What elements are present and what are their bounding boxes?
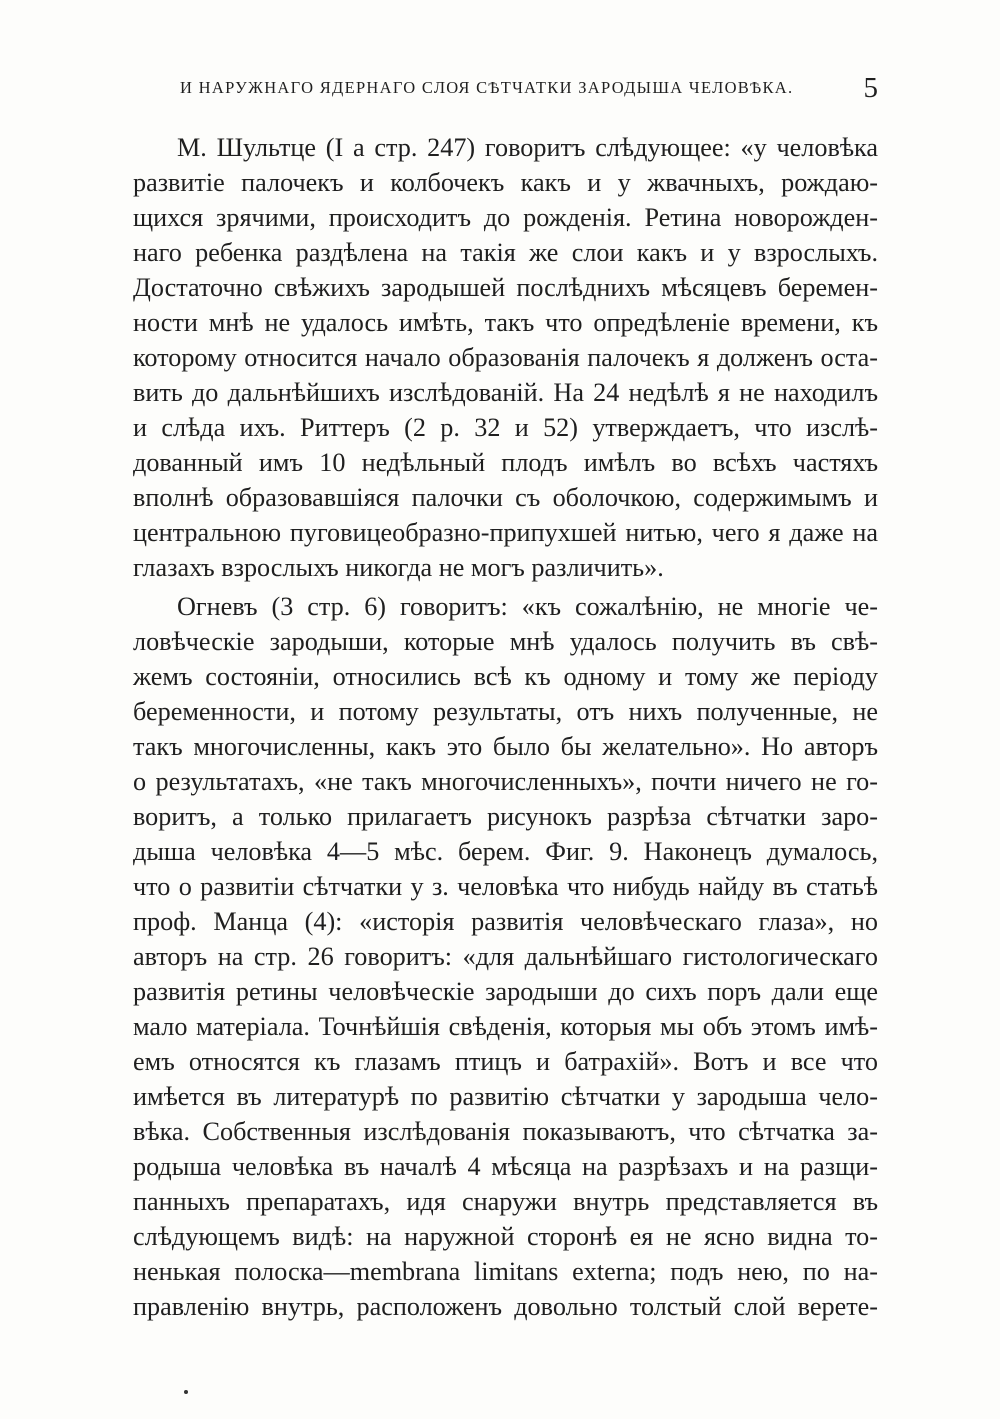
text-line: беременности, и потому результаты, отъ нихъ полученные, не xyxy=(133,697,878,726)
text-line: ности мнѣ не удалось имѣть, такъ что опредѣленіе времени, къ xyxy=(133,308,878,337)
page-number: 5 xyxy=(863,72,878,104)
text-line: дованный имъ 10 недѣльный плодъ имѣлъ во всѣхъ частяхъ xyxy=(133,448,878,477)
ink-speck xyxy=(184,1390,188,1394)
text-line: родыша человѣка въ началѣ 4 мѣсяца на разрѣзахъ и на разщи- xyxy=(133,1152,878,1181)
text-line: правленію внутрь, расположенъ довольно толстый слой верете- xyxy=(133,1292,878,1321)
text-line: имѣется въ литературѣ по развитію сѣтчатки у зародыша чело- xyxy=(133,1082,878,1111)
text-line: проф. Манца (4): «исторія развитія человѣческаго глаза», но xyxy=(133,907,878,936)
text-line: мало матеріала. Точнѣйшія свѣденія, которыя мы объ этомъ имѣ- xyxy=(133,1012,878,1041)
text-line: воритъ, а только прилагаетъ рисунокъ разрѣза сѣтчатки заро- xyxy=(133,802,878,831)
text-line: ловѣческіе зародыши, которые мнѣ удалось получить въ свѣ- xyxy=(133,627,878,656)
text-line: о результатахъ, «не такъ многочисленныхъ», почти ничего не го- xyxy=(133,767,878,796)
text-line: и слѣда ихъ. Риттеръ (2 р. 32 и 52) утверждаетъ, что изслѣ- xyxy=(133,413,878,442)
text-line: глазахъ взрослыхъ никогда не могъ различить». xyxy=(133,553,664,582)
text-line: центральною пуговицеобразно-припухшей нитью, чего я даже на xyxy=(133,518,878,547)
text-line: дыша человѣка 4—5 мѣс. берем. Фиг. 9. Наконецъ думалось, xyxy=(133,837,878,866)
text-line: М. Шультце (I a стр. 247) говоритъ слѣдующее: «у человѣка xyxy=(177,133,878,162)
text-line: вить до дальнѣйшихъ изслѣдованій. На 24 недѣлѣ я не находилъ xyxy=(133,378,878,407)
text-line: емъ относятся къ глазамъ птицъ и батрахій». Вотъ и все что xyxy=(133,1047,878,1076)
text-line: вѣка. Собственныя изслѣдованія показываютъ, что сѣтчатка за- xyxy=(133,1117,878,1146)
text-line: панныхъ препаратахъ, идя снаружи внутрь представляется въ xyxy=(133,1187,878,1216)
text-line: развитіе палочекъ и колбочекъ какъ и у жвачныхъ, рождаю- xyxy=(133,168,878,197)
text-line: ненькая полоска—membrana limitans externa; подъ нею, по на- xyxy=(133,1257,878,1286)
text-line: Достаточно свѣжихъ зародышей послѣднихъ мѣсяцевъ беремен- xyxy=(133,273,878,302)
text-line: щихся зрячими, происходитъ до рожденія. Ретина новорожден- xyxy=(133,203,878,232)
text-line: авторъ на стр. 26 говоритъ: «для дальнѣйшаго гистологическаго xyxy=(133,942,878,971)
text-line: наго ребенка раздѣлена на такія же слои какъ и у взрослыхъ. xyxy=(133,238,878,267)
text-line: такъ многочисленны, какъ это было бы желательно». Но авторъ xyxy=(133,732,878,761)
text-line: Огневъ (3 стр. 6) говоритъ: «къ сожалѣнію, не многіе че- xyxy=(177,592,878,621)
text-line: развитія ретины человѣческіе зародыши до сихъ поръ дали еще xyxy=(133,977,878,1006)
running-title: И НАРУЖНАГО ЯДЕРНАГО СЛОЯ СѢТЧАТКИ ЗАРОДЫША ЧЕЛОВѢКА. xyxy=(180,78,794,97)
text-line: слѣдующемъ видѣ: на наружной сторонѣ ея не ясно видна то- xyxy=(133,1222,878,1251)
text-line: вполнѣ образовавшіяся палочки съ оболочкою, содержимымъ и xyxy=(133,483,878,512)
text-line: которому относится начало образованія палочекъ я долженъ оста- xyxy=(133,343,878,372)
text-line: жемъ состояніи, относились всѣ къ одному и тому же періоду xyxy=(133,662,878,691)
running-head xyxy=(180,72,878,102)
text-line: что о развитіи сѣтчатки у з. человѣка что нибудь найду въ статьѣ xyxy=(133,872,878,901)
